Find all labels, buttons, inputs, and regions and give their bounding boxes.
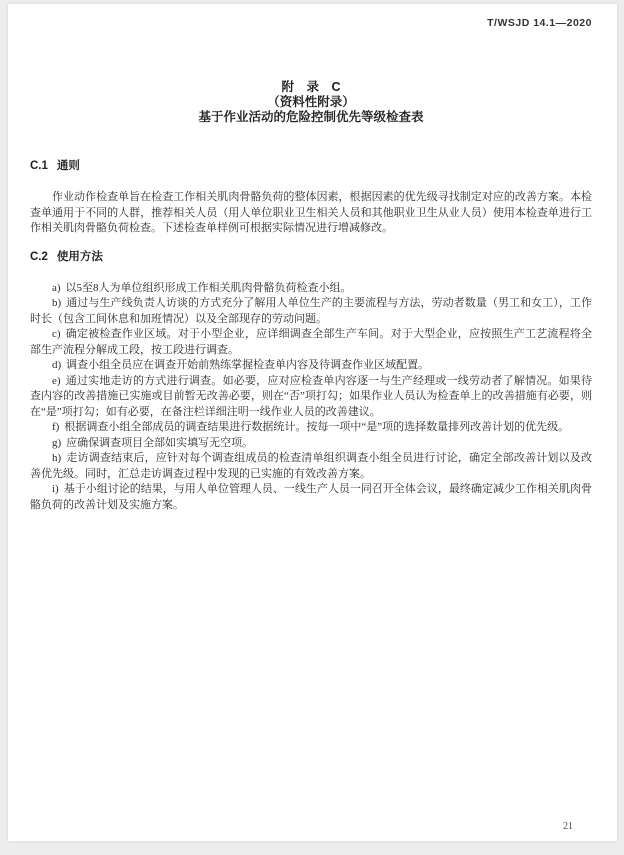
section-c1-title: 通则 [56,160,80,172]
item-text: 基于小组讨论的结果，与用人单位管理人员、一线生产人员一同召开全体会议，最终确定减少工作相关肌肉骨骼负荷的改善计划及实施方案。 [30,483,592,511]
list-item [30,327,592,358]
list-item [30,451,592,482]
list-item [30,482,592,513]
item-text: 根据调查小组全部成员的调查结果进行数据统计。按每一项中“是”项的选择数量排列改善计划的优先级。 [64,421,570,433]
item-text: 应确保调查项目全部如实填写无空项。 [66,436,254,449]
appendix-title-block [30,80,592,125]
item-label: b) [52,297,62,309]
item-label: f) [52,421,60,433]
appendix-title-line3: 基于作业活动的危险控制优先等级检查表 [198,110,424,124]
section-c2-number: C.2 [30,250,48,263]
item-label: d) [52,359,62,371]
section-c1-heading [30,159,592,173]
list-item [30,358,592,374]
list-item [30,374,592,421]
item-text: 通过实地走访的方式进行调查。如必要，应对应检查单内容逐一与生产经理或一线劳动者了解情况。如果待查内容的改善措施已实施或目前暂无改善必要，则在“否”项打勾；如果作业人员认为检查单上的改善措施有必要，则在“是”项打勾；如有必要，在备注栏详细注明一线作业人员的改善建议。 [30,374,592,418]
list-item [30,436,592,452]
item-text: 通过与生产线负责人访谈的方式充分了解用人单位生产的主要流程与方法，劳动者数量（男工和女工），工作时长（包含工间休息和加班情况）以及全部现存的劳动问题。 [30,297,592,325]
item-label: a) [52,281,61,294]
item-text: 以5至8人为单位组织形成工作相关肌肉骨骼负荷检查小组。 [65,281,352,294]
item-label: g) [52,436,62,449]
section-c2-item-list [30,281,592,514]
section-c2-heading [30,250,592,264]
section-c1-paragraph: 作业动作检查单旨在检查工作相关肌肉骨骼负荷的整体因素，根据因素的优先级寻找制定对应的改善方案。本检查单通用于不同的人群，推荐相关人员（用人单位职业卫生相关人员和其他职业卫生从业人员）使用本检查单进行工作相关肌肉骨骼负荷检查。下述检查单样例可根据实际情况进行增减修改。 [30,191,592,234]
document-page [8,4,617,841]
list-item [30,281,592,297]
section-c2-title: 使用方法 [56,250,103,263]
appendix-title-line1: 附 录 C [281,80,341,94]
section-c1-number: C.1 [30,160,48,172]
appendix-title-line2: （资料性附录） [267,95,355,109]
doc-code: T/WSJD 14.1—2020 [487,17,592,29]
item-label: e) [52,374,61,387]
item-label: i) [52,483,59,495]
page-number: 21 [563,821,573,832]
item-label: h) [52,452,62,464]
item-label: c) [52,328,61,340]
item-text: 确定被检查作业区域。对于小型企业，应详细调查全部生产车间。对于大型企业，应按照生产工艺流程将全部生产流程分解成工段，按工段进行调查。 [30,328,592,356]
item-text: 调查小组全员应在调查开始前熟练掌握检查单内容及待调查作业区域配置。 [66,359,430,371]
list-item [30,420,592,436]
item-text: 走访调查结束后，应针对每个调查组成员的检查清单组织调查小组全员进行讨论，确定全部改善计划以及改善优先级。同时，汇总走访调查过程中发现的已实施的有效改善方案。 [30,452,592,480]
list-item [30,296,592,327]
